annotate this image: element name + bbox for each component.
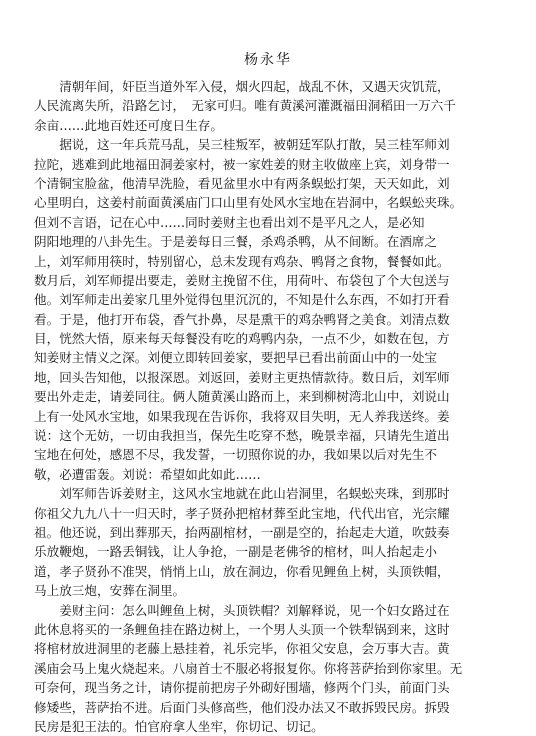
- text-line: 余亩……此地百姓还可度日生存。: [34, 117, 223, 133]
- text-line: 民房是犯王法的。怕官府拿人坐牢，你切记、切记。: [34, 718, 324, 734]
- text-line: 马上放三炮，安葬在洞里。: [34, 583, 186, 599]
- text-line: 将棺材放进洞里的老藤上悬挂着，礼乐完毕，你祖父安息，会万事大吉。黄: [34, 641, 450, 657]
- text-line: 乐放鞭炮，一路丢铜钱，让人争抢，一副是老佛爷的棺材，叫人抬起走小: [34, 544, 437, 560]
- text-line: 道，孝子贤孙不准哭，悄悄上山，放在洞边，你看见鲤鱼上树，头顶铁帽，: [34, 563, 450, 579]
- text-line: 上有一处风水宝地，如果我现在告诉你，我将双目失明，无人养我送终。姜: [34, 408, 450, 424]
- text-line: 人民流离失所，沿路乞讨， 无家可归。唯有黄溪河灌溉福田洞稻田一万六千: [34, 98, 456, 114]
- text-line: 修矮些，菩萨抬不进。后面门头修高些，他们没办法又不敢拆毁民房。拆毁: [34, 699, 450, 715]
- text-line: 他。刘军师走出姜家几里外觉得包里沉沉的，不知是什么东西，不如打开看: [34, 292, 450, 308]
- text-line: 你祖父九九八十一归天时，孝子贤孙把棺材葬至此宝地，代代出官，光宗耀: [34, 505, 450, 521]
- text-line: 个清铜宝脸盆，他清早洗脸，看见盆里水中有两条蜈蚣打架，天天如此，刘: [34, 175, 450, 191]
- text-line: 此休息将买的一条鲤鱼挂在路边树上，一个男人头顶一个铁犁锅到来，这时: [34, 621, 450, 637]
- text-line: 说：这个无妨，一切由我担当，保先生吃穿不愁，晚景幸福，只请先生道出: [34, 428, 450, 444]
- text-line: 刘军师告诉姜财主，这风水宝地就在此山岩洞里，名蜈蚣夹珠，到那时: [34, 486, 450, 502]
- text-line: 但刘不言语，记在心中……同时姜财主也看出刘不是平凡之人，是必知: [34, 214, 425, 230]
- text-line: 阴阳地理的八卦先生。于是姜每日三餐，杀鸡杀鸭，从不间断。在酒席之: [34, 234, 437, 250]
- text-line: 目，恍然大悟，原来每天每餐没有吃的鸡鸭内杂，一点不少，如数在包，方: [34, 331, 450, 347]
- text-line: 可奈何，现当务之计，请你提前把房子外砌好围墙，修两个门头，前面门头: [34, 680, 450, 696]
- text-line: 知姜财主情义之深。刘便立即转回姜家，要把早已看出前面山中的一处宝: [34, 350, 437, 366]
- text-line: 宝地在何处，感恩不尽，我发誓，一切照你说的办，我如果以后对先生不: [34, 447, 437, 463]
- text-line: 地，回头告知他，以报深恩。刘返回，姜财主更热情款待。数日后，刘军师: [34, 369, 450, 385]
- article-body: [34, 77, 504, 736]
- author-name: 杨永华: [244, 52, 292, 68]
- text-line: 数月后，刘军师提出要走，姜财主挽留不住，用荷叶、布袋包了个大包送与: [34, 272, 450, 288]
- text-line: 溪庙会马上鬼火烧起来。八扇首士不服必将报复你。你将菩萨抬到你家里。无: [34, 660, 463, 676]
- text-line: 祖。他还说，到出葬那天，抬两副棺材，一副是空的，抬起走大道，吹鼓奏: [34, 524, 450, 540]
- text-line: 姜财主问：怎么叫鲤鱼上树，头顶铁帽？刘解释说，见一个妇女路过在: [34, 602, 450, 618]
- text-line: 上，刘军师用筷时，特别留心，总未发现有鸡杂、鸭肾之食物，餐餐如此。: [34, 253, 450, 269]
- text-line: 据说，这一年兵荒马乱，吴三桂叛军，被朝廷军队打散，吴三桂军师刘: [34, 137, 450, 153]
- text-line: 看。于是，他打开布袋，香气扑鼻，尽是熏干的鸡杂鸭肾之美食。刘清点数: [34, 311, 450, 327]
- text-line: 要出外走走，请姜同往。俩人随黄溪山路而上，来到柳树湾北山中，刘说山: [34, 389, 450, 405]
- text-line: 拉陀，逃难到此地福田洞姜家村，被一家姓姜的财主收做座上宾，刘身带一: [34, 156, 450, 172]
- text-line: 敬，必遭雷轰。刘说：希望如此如此……: [34, 466, 261, 482]
- text-line: 清朝年间，奸臣当道外军入侵，烟火四起，战乱不休，又遇天灾饥荒，: [34, 79, 450, 94]
- text-line: 心里明白，这姜村前面黄溪庙门口山里有处风水宝地在岩洞中，名蜈蚣夹珠。: [34, 195, 463, 211]
